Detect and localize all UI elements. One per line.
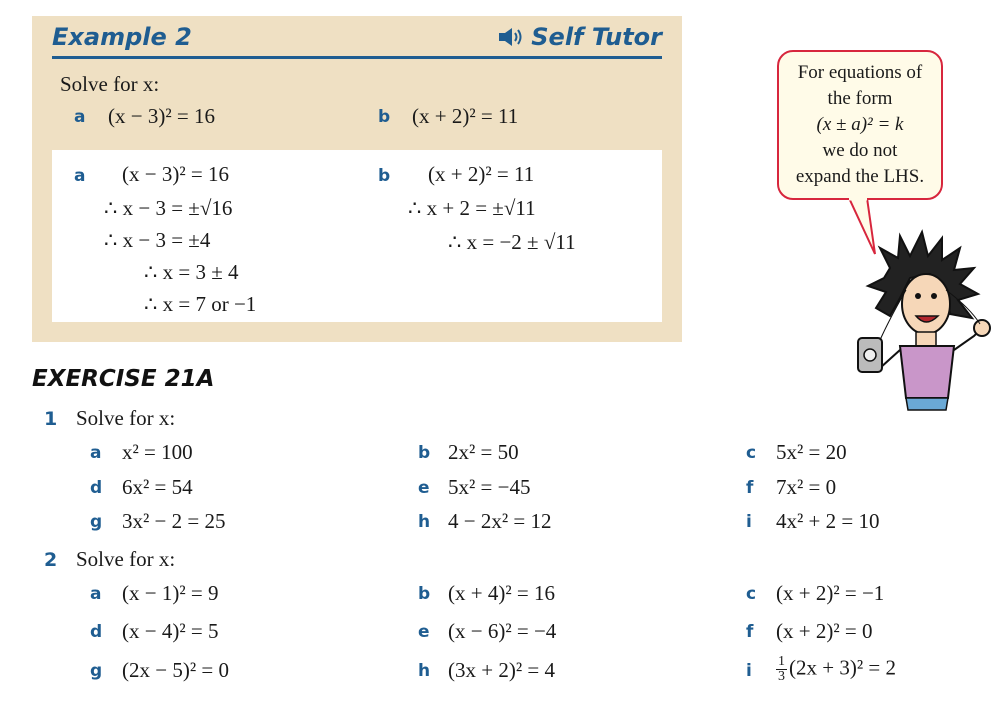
question-part-label: f: [746, 478, 754, 498]
fraction-denominator: 3: [778, 669, 785, 684]
fraction: [776, 655, 787, 684]
tutor-cartoon-image: [850, 228, 1000, 413]
question-number: 1: [44, 408, 58, 430]
solution-b-step: ∴ x = −2 ± √11: [448, 230, 576, 254]
question-part-label: a: [90, 584, 102, 604]
example-box: [32, 16, 682, 342]
question-part-label: g: [90, 512, 103, 532]
question-part-label: d: [90, 478, 103, 498]
question-part-label: c: [746, 584, 757, 604]
question-part-label: f: [746, 622, 754, 642]
example-header: [52, 20, 662, 59]
question-part-label: b: [418, 443, 431, 463]
example-part-b-equation: (x + 2)² = 11: [412, 104, 519, 128]
tip-line: the form: [827, 88, 893, 109]
question-part-equation: (x + 4)² = 16: [448, 581, 555, 605]
question-part-equation: 5x² = −45: [448, 475, 531, 499]
question-part-label: e: [418, 478, 430, 498]
question-part-label: a: [90, 443, 102, 463]
solution-a-step: ∴ x = 7 or −1: [144, 292, 257, 316]
question-part-equation: 5x² = 20: [776, 440, 847, 464]
solution-a-step: ∴ x − 3 = ±4: [104, 228, 211, 252]
question-part-equation: (x + 2)² = −1: [776, 581, 885, 605]
tip-line: For equations of: [797, 62, 923, 83]
question-part-equation: (x − 4)² = 5: [122, 619, 219, 643]
tip-speech-bubble: [777, 50, 943, 200]
solution-b-label: b: [378, 166, 391, 186]
example-title: Example 2: [52, 23, 192, 51]
question-part-label: i: [746, 661, 752, 681]
solution-a-step: (x − 3)² = 16: [122, 162, 229, 186]
question-part-equation: 6x² = 54: [122, 475, 193, 499]
question-part-label: h: [418, 512, 431, 532]
tip-line: expand the LHS.: [795, 166, 925, 187]
self-tutor-label: Self Tutor: [531, 23, 662, 51]
solution-a-step: ∴ x = 3 ± 4: [144, 260, 239, 284]
question-part-label: e: [418, 622, 430, 642]
solution-b-step: (x + 2)² = 11: [428, 162, 535, 186]
question-part-equation: (3x + 2)² = 4: [448, 658, 555, 682]
self-tutor-link[interactable]: [497, 23, 662, 51]
question-part-label: h: [418, 661, 431, 681]
exercise-title: EXERCISE 21A: [32, 366, 215, 392]
tip-line: (x ± a)² = k: [816, 114, 904, 135]
question-part-equation: 4 − 2x² = 12: [448, 509, 552, 533]
question-part-equation: (2x − 5)² = 0: [122, 658, 229, 682]
tip-line: we do not: [822, 140, 898, 161]
question-part-equation: 3x² − 2 = 25: [122, 509, 226, 533]
question-part-label: b: [418, 584, 431, 604]
question-part-label: c: [746, 443, 757, 463]
question-prompt: Solve for x:: [76, 547, 176, 571]
speaker-icon: [497, 26, 525, 48]
question-part-equation: (x − 1)² = 9: [122, 581, 219, 605]
question-part-equation: x² = 100: [122, 440, 193, 464]
question-part-label: g: [90, 661, 103, 681]
question-part-equation: 7x² = 0: [776, 475, 837, 499]
question-part-equation: (x − 6)² = −4: [448, 619, 557, 643]
question-part-equation: [776, 655, 896, 684]
fraction-equation: (2x + 3)² = 2: [789, 655, 896, 680]
question-part-equation: 2x² = 50: [448, 440, 519, 464]
solution-b-step: ∴ x + 2 = ±√11: [408, 196, 536, 220]
question-prompt: Solve for x:: [76, 406, 176, 430]
example-part-b-label: b: [378, 107, 391, 127]
question-part-equation: 4x² + 2 = 10: [776, 509, 880, 533]
fraction-numerator: 1: [778, 654, 785, 669]
question-part-label: i: [746, 512, 752, 532]
solution-box: [52, 150, 662, 322]
question-part-equation: (x + 2)² = 0: [776, 619, 873, 643]
example-part-a-equation: (x − 3)² = 16: [108, 104, 215, 128]
question-number: 2: [44, 549, 58, 571]
question-part-label: d: [90, 622, 103, 642]
example-prompt: Solve for x:: [60, 72, 160, 96]
example-part-a-label: a: [74, 107, 86, 127]
solution-a-step: ∴ x − 3 = ±√16: [104, 196, 233, 220]
solution-a-label: a: [74, 166, 86, 186]
